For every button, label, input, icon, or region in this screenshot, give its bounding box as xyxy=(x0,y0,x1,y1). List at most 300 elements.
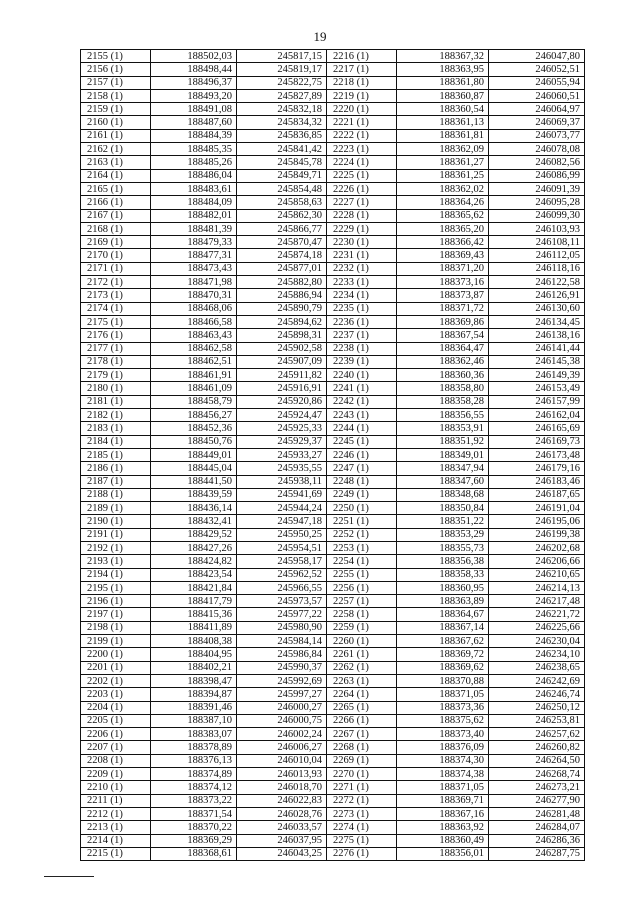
y-coordinate-left-cell: 246010,04 xyxy=(237,754,327,767)
point-number-left-cell: 2157 (1) xyxy=(81,76,151,89)
point-number-left-cell: 2181 (1) xyxy=(81,395,151,408)
x-coordinate-right-cell: 188369,71 xyxy=(397,794,489,807)
x-coordinate-left-cell: 188394,87 xyxy=(151,688,237,701)
y-coordinate-left-cell: 245849,71 xyxy=(237,169,327,182)
y-coordinate-left-cell: 246033,57 xyxy=(237,821,327,834)
y-coordinate-left-cell: 246018,70 xyxy=(237,781,327,794)
table-row xyxy=(81,741,585,754)
x-coordinate-right-cell: 188350,84 xyxy=(397,502,489,515)
point-number-right-cell: 2259 (1) xyxy=(327,621,397,634)
x-coordinate-left-cell: 188484,09 xyxy=(151,196,237,209)
x-coordinate-left-cell: 188484,39 xyxy=(151,129,237,142)
y-coordinate-left-cell: 245925,33 xyxy=(237,422,327,435)
table-row xyxy=(81,834,585,847)
table-row xyxy=(81,621,585,634)
point-number-right-cell: 2263 (1) xyxy=(327,674,397,687)
y-coordinate-right-cell: 246286,36 xyxy=(489,834,585,847)
y-coordinate-left-cell: 245886,94 xyxy=(237,289,327,302)
table-row xyxy=(81,541,585,554)
y-coordinate-left-cell: 246002,24 xyxy=(237,728,327,741)
x-coordinate-right-cell: 188365,20 xyxy=(397,222,489,235)
point-number-left-cell: 2205 (1) xyxy=(81,714,151,727)
x-coordinate-right-cell: 188374,30 xyxy=(397,754,489,767)
table-row xyxy=(81,847,585,860)
x-coordinate-right-cell: 188358,80 xyxy=(397,382,489,395)
y-coordinate-right-cell: 246069,37 xyxy=(489,116,585,129)
x-coordinate-left-cell: 188483,61 xyxy=(151,182,237,195)
x-coordinate-left-cell: 188461,91 xyxy=(151,369,237,382)
y-coordinate-left-cell: 245947,18 xyxy=(237,515,327,528)
x-coordinate-left-cell: 188436,14 xyxy=(151,502,237,515)
x-coordinate-right-cell: 188365,62 xyxy=(397,209,489,222)
x-coordinate-right-cell: 188355,73 xyxy=(397,541,489,554)
table-row xyxy=(81,369,585,382)
point-number-left-cell: 2201 (1) xyxy=(81,661,151,674)
x-coordinate-left-cell: 188487,60 xyxy=(151,116,237,129)
x-coordinate-right-cell: 188362,09 xyxy=(397,143,489,156)
x-coordinate-left-cell: 188427,26 xyxy=(151,541,237,554)
y-coordinate-left-cell: 245958,17 xyxy=(237,555,327,568)
point-number-left-cell: 2198 (1) xyxy=(81,621,151,634)
y-coordinate-left-cell: 245920,86 xyxy=(237,395,327,408)
y-coordinate-left-cell: 245819,17 xyxy=(237,63,327,76)
x-coordinate-left-cell: 188408,38 xyxy=(151,635,237,648)
point-number-right-cell: 2228 (1) xyxy=(327,209,397,222)
footnote-separator xyxy=(44,876,94,877)
y-coordinate-left-cell: 245890,79 xyxy=(237,302,327,315)
x-coordinate-right-cell: 188367,32 xyxy=(397,50,489,63)
point-number-right-cell: 2230 (1) xyxy=(327,236,397,249)
point-number-left-cell: 2155 (1) xyxy=(81,50,151,63)
y-coordinate-left-cell: 245832,18 xyxy=(237,103,327,116)
point-number-right-cell: 2267 (1) xyxy=(327,728,397,741)
y-coordinate-left-cell: 245827,89 xyxy=(237,89,327,102)
point-number-left-cell: 2168 (1) xyxy=(81,222,151,235)
table-row xyxy=(81,209,585,222)
y-coordinate-right-cell: 246264,50 xyxy=(489,754,585,767)
point-number-right-cell: 2245 (1) xyxy=(327,435,397,448)
x-coordinate-left-cell: 188423,54 xyxy=(151,568,237,581)
x-coordinate-right-cell: 188371,72 xyxy=(397,302,489,315)
x-coordinate-left-cell: 188471,98 xyxy=(151,276,237,289)
point-number-left-cell: 2178 (1) xyxy=(81,355,151,368)
y-coordinate-left-cell: 245990,37 xyxy=(237,661,327,674)
y-coordinate-left-cell: 245862,30 xyxy=(237,209,327,222)
coordinates-table xyxy=(80,49,585,861)
point-number-right-cell: 2257 (1) xyxy=(327,595,397,608)
point-number-left-cell: 2193 (1) xyxy=(81,555,151,568)
y-coordinate-left-cell: 245973,57 xyxy=(237,595,327,608)
x-coordinate-left-cell: 188398,47 xyxy=(151,674,237,687)
point-number-right-cell: 2226 (1) xyxy=(327,182,397,195)
x-coordinate-left-cell: 188477,31 xyxy=(151,249,237,262)
table-row xyxy=(81,595,585,608)
point-number-right-cell: 2255 (1) xyxy=(327,568,397,581)
point-number-left-cell: 2156 (1) xyxy=(81,63,151,76)
point-number-left-cell: 2167 (1) xyxy=(81,209,151,222)
y-coordinate-right-cell: 246187,65 xyxy=(489,488,585,501)
y-coordinate-right-cell: 246086,99 xyxy=(489,169,585,182)
point-number-right-cell: 2243 (1) xyxy=(327,409,397,422)
x-coordinate-right-cell: 188362,02 xyxy=(397,182,489,195)
x-coordinate-left-cell: 188493,20 xyxy=(151,89,237,102)
x-coordinate-left-cell: 188463,43 xyxy=(151,329,237,342)
point-number-right-cell: 2274 (1) xyxy=(327,821,397,834)
x-coordinate-left-cell: 188496,37 xyxy=(151,76,237,89)
table-row xyxy=(81,661,585,674)
table-row xyxy=(81,555,585,568)
x-coordinate-left-cell: 188485,35 xyxy=(151,143,237,156)
x-coordinate-right-cell: 188367,54 xyxy=(397,329,489,342)
point-number-right-cell: 2244 (1) xyxy=(327,422,397,435)
table-row xyxy=(81,475,585,488)
x-coordinate-left-cell: 188376,13 xyxy=(151,754,237,767)
point-number-right-cell: 2260 (1) xyxy=(327,635,397,648)
point-number-right-cell: 2271 (1) xyxy=(327,781,397,794)
point-number-right-cell: 2239 (1) xyxy=(327,355,397,368)
x-coordinate-left-cell: 188368,61 xyxy=(151,847,237,860)
point-number-left-cell: 2207 (1) xyxy=(81,741,151,754)
x-coordinate-right-cell: 188364,67 xyxy=(397,608,489,621)
x-coordinate-left-cell: 188421,84 xyxy=(151,581,237,594)
point-number-left-cell: 2175 (1) xyxy=(81,315,151,328)
table-row xyxy=(81,781,585,794)
point-number-right-cell: 2235 (1) xyxy=(327,302,397,315)
y-coordinate-left-cell: 246028,76 xyxy=(237,807,327,820)
x-coordinate-left-cell: 188473,43 xyxy=(151,262,237,275)
y-coordinate-right-cell: 246214,13 xyxy=(489,581,585,594)
point-number-right-cell: 2236 (1) xyxy=(327,315,397,328)
point-number-right-cell: 2233 (1) xyxy=(327,276,397,289)
table-row xyxy=(81,342,585,355)
y-coordinate-right-cell: 246183,46 xyxy=(489,475,585,488)
y-coordinate-left-cell: 245874,18 xyxy=(237,249,327,262)
table-row xyxy=(81,63,585,76)
y-coordinate-right-cell: 246095,28 xyxy=(489,196,585,209)
x-coordinate-left-cell: 188491,08 xyxy=(151,103,237,116)
x-coordinate-left-cell: 188485,26 xyxy=(151,156,237,169)
y-coordinate-left-cell: 245992,69 xyxy=(237,674,327,687)
table-row xyxy=(81,76,585,89)
point-number-left-cell: 2173 (1) xyxy=(81,289,151,302)
point-number-right-cell: 2222 (1) xyxy=(327,129,397,142)
point-number-right-cell: 2254 (1) xyxy=(327,555,397,568)
y-coordinate-right-cell: 246217,48 xyxy=(489,595,585,608)
table-row xyxy=(81,448,585,461)
point-number-left-cell: 2177 (1) xyxy=(81,342,151,355)
point-number-left-cell: 2210 (1) xyxy=(81,781,151,794)
table-row xyxy=(81,129,585,142)
y-coordinate-right-cell: 246141,44 xyxy=(489,342,585,355)
point-number-left-cell: 2204 (1) xyxy=(81,701,151,714)
table-row xyxy=(81,143,585,156)
point-number-left-cell: 2214 (1) xyxy=(81,834,151,847)
x-coordinate-right-cell: 188361,81 xyxy=(397,129,489,142)
y-coordinate-right-cell: 246165,69 xyxy=(489,422,585,435)
y-coordinate-left-cell: 246000,27 xyxy=(237,701,327,714)
point-number-left-cell: 2172 (1) xyxy=(81,276,151,289)
y-coordinate-right-cell: 246145,38 xyxy=(489,355,585,368)
point-number-left-cell: 2209 (1) xyxy=(81,768,151,781)
y-coordinate-left-cell: 246013,93 xyxy=(237,768,327,781)
y-coordinate-right-cell: 246064,97 xyxy=(489,103,585,116)
point-number-left-cell: 2180 (1) xyxy=(81,382,151,395)
x-coordinate-right-cell: 188360,95 xyxy=(397,581,489,594)
y-coordinate-right-cell: 246257,62 xyxy=(489,728,585,741)
y-coordinate-left-cell: 245929,37 xyxy=(237,435,327,448)
x-coordinate-right-cell: 188360,49 xyxy=(397,834,489,847)
point-number-right-cell: 2268 (1) xyxy=(327,741,397,754)
x-coordinate-right-cell: 188356,38 xyxy=(397,555,489,568)
point-number-right-cell: 2276 (1) xyxy=(327,847,397,860)
y-coordinate-left-cell: 246022,83 xyxy=(237,794,327,807)
table-row xyxy=(81,382,585,395)
point-number-right-cell: 2250 (1) xyxy=(327,502,397,515)
y-coordinate-right-cell: 246112,05 xyxy=(489,249,585,262)
point-number-left-cell: 2179 (1) xyxy=(81,369,151,382)
point-number-right-cell: 2232 (1) xyxy=(327,262,397,275)
y-coordinate-right-cell: 246047,80 xyxy=(489,50,585,63)
x-coordinate-right-cell: 188348,68 xyxy=(397,488,489,501)
x-coordinate-right-cell: 188370,88 xyxy=(397,674,489,687)
point-number-left-cell: 2187 (1) xyxy=(81,475,151,488)
table-row xyxy=(81,103,585,116)
y-coordinate-right-cell: 246179,16 xyxy=(489,462,585,475)
table-row xyxy=(81,435,585,448)
x-coordinate-right-cell: 188356,55 xyxy=(397,409,489,422)
x-coordinate-left-cell: 188374,12 xyxy=(151,781,237,794)
point-number-left-cell: 2192 (1) xyxy=(81,541,151,554)
point-number-right-cell: 2247 (1) xyxy=(327,462,397,475)
x-coordinate-left-cell: 188445,04 xyxy=(151,462,237,475)
y-coordinate-right-cell: 246281,48 xyxy=(489,807,585,820)
table-row xyxy=(81,568,585,581)
x-coordinate-left-cell: 188415,36 xyxy=(151,608,237,621)
x-coordinate-right-cell: 188361,13 xyxy=(397,116,489,129)
y-coordinate-right-cell: 246284,07 xyxy=(489,821,585,834)
y-coordinate-left-cell: 245986,84 xyxy=(237,648,327,661)
y-coordinate-right-cell: 246221,72 xyxy=(489,608,585,621)
point-number-left-cell: 2197 (1) xyxy=(81,608,151,621)
point-number-left-cell: 2160 (1) xyxy=(81,116,151,129)
table-row xyxy=(81,794,585,807)
x-coordinate-right-cell: 188363,89 xyxy=(397,595,489,608)
point-number-right-cell: 2227 (1) xyxy=(327,196,397,209)
point-number-left-cell: 2203 (1) xyxy=(81,688,151,701)
x-coordinate-left-cell: 188404,95 xyxy=(151,648,237,661)
point-number-right-cell: 2264 (1) xyxy=(327,688,397,701)
point-number-right-cell: 2238 (1) xyxy=(327,342,397,355)
y-coordinate-right-cell: 246173,48 xyxy=(489,448,585,461)
y-coordinate-right-cell: 246134,45 xyxy=(489,315,585,328)
point-number-left-cell: 2158 (1) xyxy=(81,89,151,102)
y-coordinate-left-cell: 245822,75 xyxy=(237,76,327,89)
y-coordinate-right-cell: 246091,39 xyxy=(489,182,585,195)
y-coordinate-right-cell: 246082,56 xyxy=(489,156,585,169)
y-coordinate-left-cell: 245854,48 xyxy=(237,182,327,195)
table-row xyxy=(81,754,585,767)
point-number-right-cell: 2224 (1) xyxy=(327,156,397,169)
point-number-left-cell: 2174 (1) xyxy=(81,302,151,315)
x-coordinate-right-cell: 188373,16 xyxy=(397,276,489,289)
point-number-left-cell: 2186 (1) xyxy=(81,462,151,475)
x-coordinate-right-cell: 188347,94 xyxy=(397,462,489,475)
table-row xyxy=(81,395,585,408)
x-coordinate-left-cell: 188479,33 xyxy=(151,236,237,249)
point-number-right-cell: 2234 (1) xyxy=(327,289,397,302)
point-number-right-cell: 2241 (1) xyxy=(327,382,397,395)
x-coordinate-left-cell: 188374,89 xyxy=(151,768,237,781)
y-coordinate-right-cell: 246238,65 xyxy=(489,661,585,674)
y-coordinate-left-cell: 245845,78 xyxy=(237,156,327,169)
table-row xyxy=(81,289,585,302)
x-coordinate-right-cell: 188364,26 xyxy=(397,196,489,209)
y-coordinate-left-cell: 245858,63 xyxy=(237,196,327,209)
y-coordinate-right-cell: 246234,10 xyxy=(489,648,585,661)
table-row xyxy=(81,608,585,621)
point-number-left-cell: 2202 (1) xyxy=(81,674,151,687)
x-coordinate-left-cell: 188449,01 xyxy=(151,448,237,461)
x-coordinate-right-cell: 188361,25 xyxy=(397,169,489,182)
point-number-right-cell: 2221 (1) xyxy=(327,116,397,129)
table-row xyxy=(81,714,585,727)
x-coordinate-right-cell: 188361,80 xyxy=(397,76,489,89)
y-coordinate-right-cell: 246149,39 xyxy=(489,369,585,382)
point-number-left-cell: 2182 (1) xyxy=(81,409,151,422)
point-number-right-cell: 2275 (1) xyxy=(327,834,397,847)
table-row xyxy=(81,249,585,262)
y-coordinate-right-cell: 246169,73 xyxy=(489,435,585,448)
x-coordinate-right-cell: 188374,38 xyxy=(397,768,489,781)
y-coordinate-left-cell: 245907,09 xyxy=(237,355,327,368)
table-row xyxy=(81,50,585,63)
y-coordinate-right-cell: 246052,51 xyxy=(489,63,585,76)
y-coordinate-right-cell: 246246,74 xyxy=(489,688,585,701)
table-row xyxy=(81,182,585,195)
y-coordinate-left-cell: 245933,27 xyxy=(237,448,327,461)
x-coordinate-right-cell: 188373,40 xyxy=(397,728,489,741)
y-coordinate-right-cell: 246162,04 xyxy=(489,409,585,422)
y-coordinate-right-cell: 246126,91 xyxy=(489,289,585,302)
table-row xyxy=(81,768,585,781)
table-row xyxy=(81,515,585,528)
y-coordinate-left-cell: 245954,51 xyxy=(237,541,327,554)
point-number-left-cell: 2191 (1) xyxy=(81,528,151,541)
y-coordinate-left-cell: 245911,82 xyxy=(237,369,327,382)
x-coordinate-right-cell: 188369,43 xyxy=(397,249,489,262)
y-coordinate-right-cell: 246099,30 xyxy=(489,209,585,222)
table-row xyxy=(81,688,585,701)
x-coordinate-right-cell: 188369,86 xyxy=(397,315,489,328)
point-number-left-cell: 2190 (1) xyxy=(81,515,151,528)
point-number-left-cell: 2194 (1) xyxy=(81,568,151,581)
y-coordinate-right-cell: 246210,65 xyxy=(489,568,585,581)
x-coordinate-right-cell: 188373,36 xyxy=(397,701,489,714)
coordinates-table-body xyxy=(81,50,585,861)
x-coordinate-right-cell: 188364,47 xyxy=(397,342,489,355)
x-coordinate-right-cell: 188366,42 xyxy=(397,236,489,249)
point-number-left-cell: 2208 (1) xyxy=(81,754,151,767)
x-coordinate-right-cell: 188367,16 xyxy=(397,807,489,820)
point-number-right-cell: 2248 (1) xyxy=(327,475,397,488)
point-number-right-cell: 2242 (1) xyxy=(327,395,397,408)
x-coordinate-right-cell: 188358,33 xyxy=(397,568,489,581)
y-coordinate-left-cell: 245894,62 xyxy=(237,315,327,328)
x-coordinate-left-cell: 188402,21 xyxy=(151,661,237,674)
x-coordinate-left-cell: 188470,31 xyxy=(151,289,237,302)
y-coordinate-right-cell: 246253,81 xyxy=(489,714,585,727)
point-number-left-cell: 2189 (1) xyxy=(81,502,151,515)
x-coordinate-right-cell: 188358,28 xyxy=(397,395,489,408)
x-coordinate-right-cell: 188363,95 xyxy=(397,63,489,76)
y-coordinate-right-cell: 246138,16 xyxy=(489,329,585,342)
x-coordinate-right-cell: 188362,46 xyxy=(397,355,489,368)
y-coordinate-left-cell: 245870,47 xyxy=(237,236,327,249)
point-number-right-cell: 2270 (1) xyxy=(327,768,397,781)
table-row xyxy=(81,355,585,368)
y-coordinate-right-cell: 246195,06 xyxy=(489,515,585,528)
point-number-right-cell: 2229 (1) xyxy=(327,222,397,235)
y-coordinate-right-cell: 246118,16 xyxy=(489,262,585,275)
x-coordinate-left-cell: 188432,41 xyxy=(151,515,237,528)
y-coordinate-left-cell: 245977,22 xyxy=(237,608,327,621)
y-coordinate-right-cell: 246073,77 xyxy=(489,129,585,142)
y-coordinate-left-cell: 245941,69 xyxy=(237,488,327,501)
point-number-left-cell: 2200 (1) xyxy=(81,648,151,661)
point-number-left-cell: 2183 (1) xyxy=(81,422,151,435)
y-coordinate-left-cell: 245980,90 xyxy=(237,621,327,634)
table-row xyxy=(81,635,585,648)
table-row xyxy=(81,502,585,515)
x-coordinate-left-cell: 188482,01 xyxy=(151,209,237,222)
point-number-right-cell: 2249 (1) xyxy=(327,488,397,501)
x-coordinate-right-cell: 188361,27 xyxy=(397,156,489,169)
y-coordinate-right-cell: 246153,49 xyxy=(489,382,585,395)
table-row xyxy=(81,315,585,328)
y-coordinate-left-cell: 245841,42 xyxy=(237,143,327,156)
x-coordinate-right-cell: 188373,87 xyxy=(397,289,489,302)
y-coordinate-right-cell: 246242,69 xyxy=(489,674,585,687)
y-coordinate-right-cell: 246191,04 xyxy=(489,502,585,515)
y-coordinate-right-cell: 246277,90 xyxy=(489,794,585,807)
x-coordinate-left-cell: 188369,29 xyxy=(151,834,237,847)
point-number-right-cell: 2258 (1) xyxy=(327,608,397,621)
x-coordinate-left-cell: 188429,52 xyxy=(151,528,237,541)
table-row xyxy=(81,728,585,741)
x-coordinate-left-cell: 188456,27 xyxy=(151,409,237,422)
x-coordinate-left-cell: 188466,58 xyxy=(151,315,237,328)
y-coordinate-right-cell: 246060,51 xyxy=(489,89,585,102)
x-coordinate-left-cell: 188502,03 xyxy=(151,50,237,63)
point-number-left-cell: 2176 (1) xyxy=(81,329,151,342)
y-coordinate-left-cell: 246043,25 xyxy=(237,847,327,860)
x-coordinate-right-cell: 188360,36 xyxy=(397,369,489,382)
point-number-left-cell: 2195 (1) xyxy=(81,581,151,594)
table-row xyxy=(81,581,585,594)
x-coordinate-right-cell: 188349,01 xyxy=(397,448,489,461)
x-coordinate-left-cell: 188486,04 xyxy=(151,169,237,182)
y-coordinate-left-cell: 245935,55 xyxy=(237,462,327,475)
point-number-right-cell: 2273 (1) xyxy=(327,807,397,820)
x-coordinate-left-cell: 188452,36 xyxy=(151,422,237,435)
x-coordinate-left-cell: 188481,39 xyxy=(151,222,237,235)
y-coordinate-left-cell: 245834,32 xyxy=(237,116,327,129)
x-coordinate-right-cell: 188351,92 xyxy=(397,435,489,448)
y-coordinate-left-cell: 246006,27 xyxy=(237,741,327,754)
point-number-right-cell: 2252 (1) xyxy=(327,528,397,541)
point-number-left-cell: 2215 (1) xyxy=(81,847,151,860)
x-coordinate-left-cell: 188450,76 xyxy=(151,435,237,448)
